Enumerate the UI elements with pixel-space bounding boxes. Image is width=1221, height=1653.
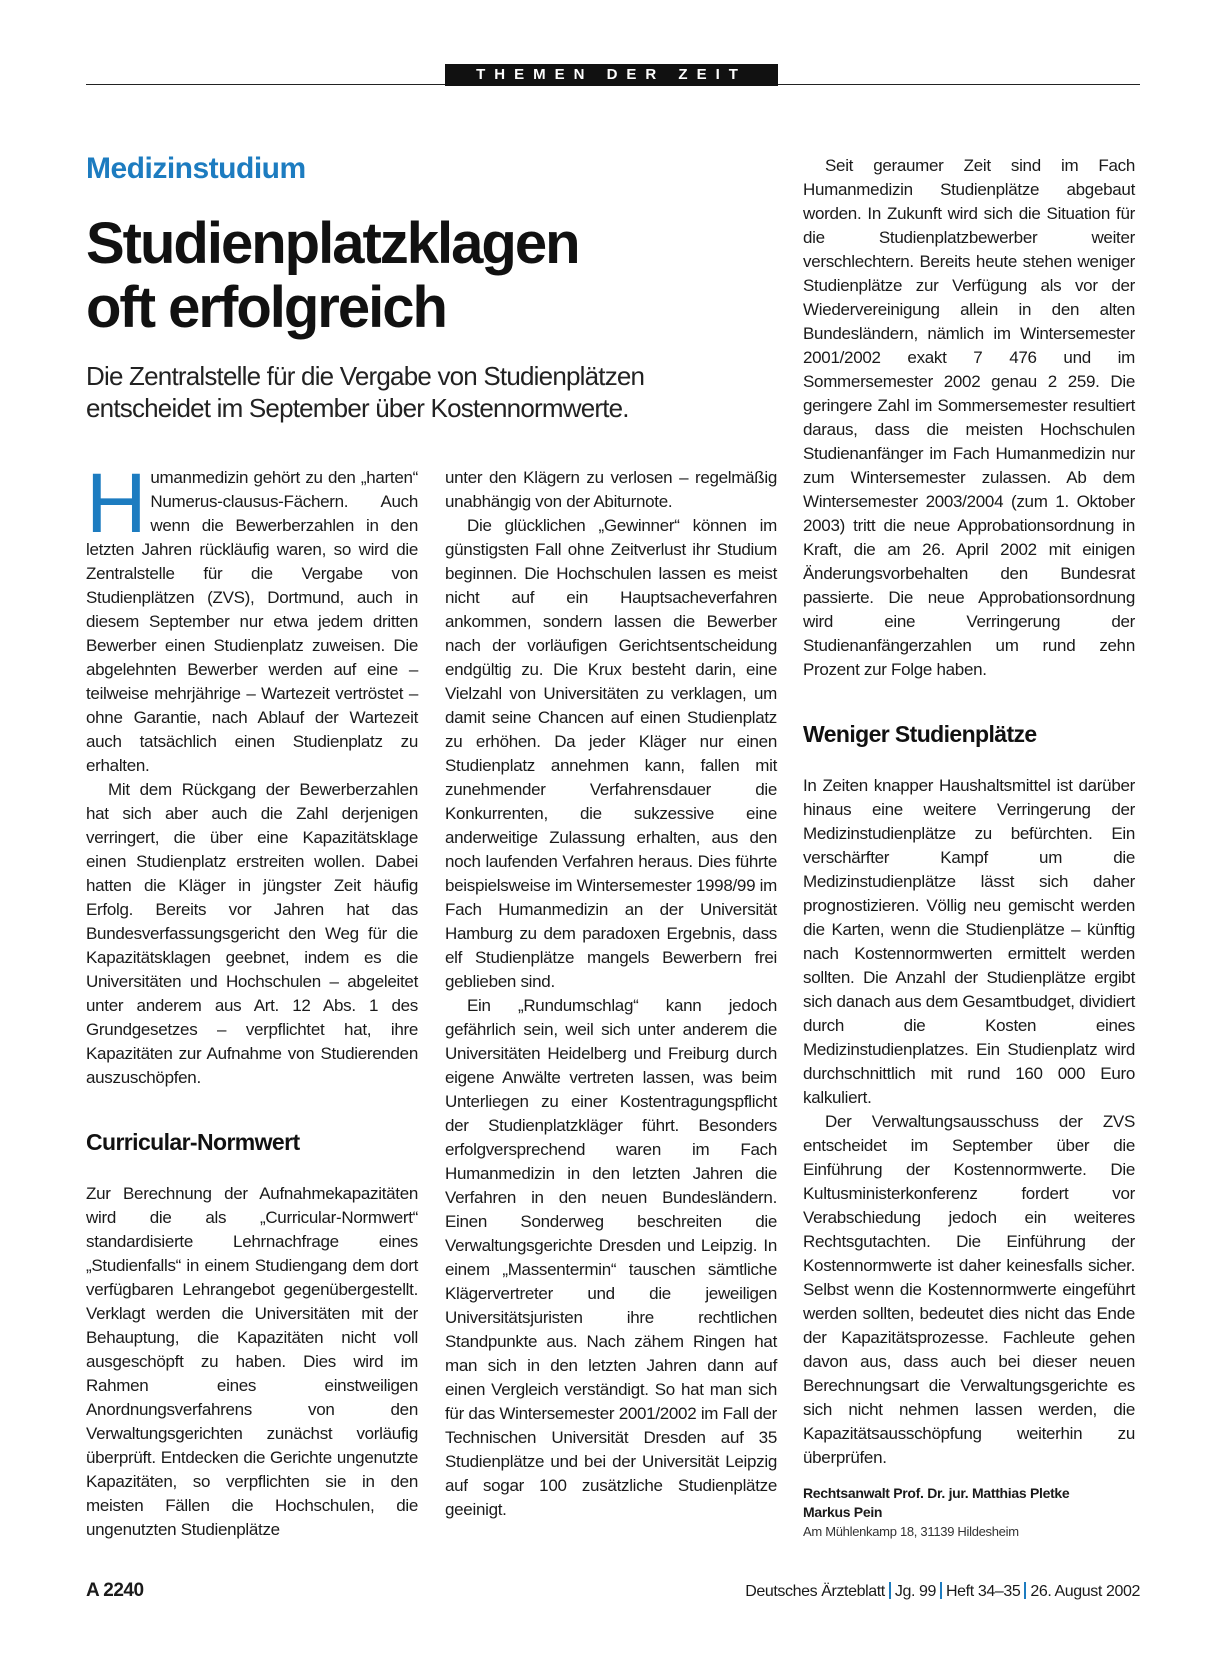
author-name: Rechtsanwalt Prof. Dr. jur. Matthias Pletke [803, 1485, 1070, 1501]
paragraph: Der Verwaltungsausschuss der ZVS entscheidet im September über die Einführung der Kostennormwerte. Die Kultusministerkonferenz fordert vor Verabschiedung jedoch ein weiteres Rechtsgutachten. Die Einführung der Kostennormwerte ist daher keinesfalls sicher. Selbst wenn die Kostennormwerte eingeführt werden sollten, bedeutet dies nicht das Ende der Kapazitätsprozesse. Fachleute gehen davon aus, dass auch bei dieser neuen Berechnungsart die Verwaltungsgerichte es sich nicht nehmen lassen werden, die Kapazitätsausschöpfung weiterhin zu überprüfen. [803, 1112, 1135, 1467]
paragraph: Seit geraumer Zeit sind im Fach Humanmedizin Studienplätze abgebaut worden. In Zukunft wird sich die Situation für die Studienplatzbewerber weiter verschlechtern. Bereits heute stehen weniger Studienplätze zur Verfügung als vor der Wiedervereinigung allein in den alten Bundesländern, nämlich im Wintersemester 2001/2002 exakt 7 476 und im Sommersemester 2002 genau 2 259. Die geringere Zahl im Sommersemester resultiert daraus, dass die meisten Hochschulen Studienanfänger im Fach Humanmedizin nur zum Wintersemester zulassen. Ab dem Wintersemester 2003/2004 (zum 1. Oktober 2003) tritt die neue Approbationsordnung in Kraft, die am 26. April 2002 mit einigen Änderungsvorbehalten den Bundesrat passierte. Die neue Approbationsordnung wird eine Verringerung der Studienanfängerzahlen um rund zehn Prozent zur Folge haben. [803, 156, 1135, 679]
section-heading: Weniger Studienplätze [803, 721, 1037, 747]
separator [1024, 1582, 1026, 1599]
date: 26. August 2002 [1030, 1583, 1140, 1600]
column-2 [445, 466, 777, 1522]
separator [940, 1582, 942, 1599]
paragraph: Zur Berechnung der Aufnahmekapazitäten wird die als „Curricular-Normwert“ standardisierte Lehrnachfrage eines „Studienfalls“ in einem Studiengang dem dort verfügbaren Lehrangebot gegenübergestellt. Verklagt werden die Universitäten mit der Behauptung, die Kapazitäten nicht voll ausgeschöpft zu haben. Dies wird im Rahmen eines einstweiligen Anordnungsverfahrens von den Verwaltungsgerichten zunächst vorläufig überprüft. Entdecken die Gerichte ungenutzte Kapazitäten, so verpflichten sie in den meisten Fällen die Hochschulen, die ungenutzten Studienplätze [86, 1184, 418, 1539]
issue: Heft 34–35 [946, 1583, 1021, 1600]
section-tag: THEMEN DER ZEIT [445, 64, 778, 86]
paragraph: Ein „Rundumschlag“ kann jedoch gefährlich sein, weil sich unter anderem die Universitäten Heidelberg und Freiburg durch eigene Anwälte vertreten lassen, was beim Unterliegen zu einer Kostentragungspflicht der Studienplatzkläger führt. Besonders erfolgversprechend waren im Fach Humanmedizin in den letzten Jahren die Verfahren in den neuen Bundesländern. Einen Sonderweg beschreiten die Verwaltungsgerichte Dresden und Leipzig. In einem „Massentermin“ tauschen sämtliche Klägervertreter und die jeweiligen Universitätsjuristen ihre rechtlichen Standpunkte aus. Nach zähem Ringen hat man sich in den letzten Jahren dann auf einen Vergleich verständigt. So hat man sich für das Wintersemester 2001/2002 im Fall der Technischen Universität Dresden auf 35 Studienplätze und bei der Universität Leipzig auf sogar 100 zusätzliche Studienplätze geeinigt. [445, 996, 777, 1519]
headline [86, 212, 766, 340]
volume: Jg. 99 [894, 1583, 937, 1600]
subhead: Die Zentralstelle für die Vergabe von Studienplätzen entscheidet im September über Kostennormwerte. [86, 361, 645, 423]
author-name: Markus Pein [803, 1504, 883, 1520]
column-1 [86, 456, 418, 1542]
column-3 [803, 154, 1135, 1541]
paragraph: In Zeiten knapper Haushaltsmittel ist darüber hinaus eine weitere Verringerung der Medizinstudienplätze zu befürchten. Ein verschärfter Kampf um die Medizinstudienplätze lässt sich daher prognostizieren. Völlig neu gemischt werden die Karten, wenn die Studienplätze – künftig nach Kostennormwerten ermittelt werden sollten. Die Anzahl der Studienplätze ergibt sich danach aus dem Gesamtbudget, dividiert durch die Kosten eines Medizinstudienplatzes. Ein Studienplatz wird durchschnittlich mit rund 160 000 Euro kalkuliert. [803, 776, 1136, 1107]
paragraph: Die glücklichen „Gewinner“ können im günstigsten Fall ohne Zeitverlust ihr Studium beginnen. Die Hochschulen lassen es meist nicht auf ein Hauptsacheverfahren ankommen, sondern lassen die Bewerber nach der vorläufigen Gerichtsentscheidung endgültig zu. Die Krux besteht darin, eine Vielzahl von Universitäten zu verklagen, um damit seine Chancen auf einen Studienplatz zu erhöhen. Da jeder Kläger nur einen Studienplatz annehmen kann, fallen mit zunehmender Verfahrensdauer die Konkurrenten, die sukzessive eine anderweitige Zulassung erhalten, aus den noch laufenden Verfahren heraus. Dies führte beispielsweise im Wintersemester 1998/99 im Fach Humanmedizin an der Universität Hamburg zu dem paradoxen Ergebnis, dass elf Studienplätze mangels Bewerbern frei geblieben sind. [445, 516, 777, 991]
headline-line-2: oft erfolgreich [86, 275, 446, 340]
author-address: Am Mühlenkamp 18, 31139 Hildesheim [803, 1524, 1019, 1539]
paragraph: Mit dem Rückgang der Bewerberzahlen hat sich aber auch die Zahl derjenigen verringert, die über eine Kapazitätsklage einen Studienplatz erstreiten wollen. Dabei hatten die Kläger in jüngster Zeit häufig Erfolg. Bereits vor Jahren hat das Bundesverfassungsgericht den Weg für die Kapazitätsklagen geebnet, indem es die Universitäten und Hochschulen – abgeleitet unter anderem aus Art. 12 Abs. 1 des Grundgesetzes – verpflichtet hat, ihre Kapazitäten zur Aufnahme von Studierenden auszuschöpfen. [86, 780, 418, 1087]
page-number: A 2240 [86, 1580, 144, 1601]
kicker: Medizinstudium [86, 152, 306, 185]
separator [889, 1582, 891, 1599]
paragraph: unter den Klägern zu verlosen – regelmäßig unabhängig von der Abiturnote. [445, 468, 777, 511]
section-heading: Curricular-Normwert [86, 1129, 300, 1155]
drop-cap: H [86, 456, 147, 550]
footer-citation [600, 1582, 1140, 1601]
author-block [803, 1484, 1135, 1541]
paragraph: Humanmedizin gehört zu den „harten“ Numerus-clausus-Fächern. Auch wenn die Bewerberzahlen in den letzten Jahren rückläufig waren, so wird die Zentralstelle für die Vergabe von Studienplätzen (ZVS), Dortmund, auch in diesem September nur etwa jedem dritten Bewerber einen Studienplatz zuweisen. Die abgelehnten Bewerber werden auf eine – teilweise mehrjährige – Wartezeit vertröstet – ohne Garantie, nach Ablauf der Wartezeit auch tatsächlich einen Studienplatz zu erhalten. [86, 456, 418, 775]
headline-line-1: Studienplatzklagen [86, 211, 579, 276]
journal-name: Deutsches Ärzteblatt [745, 1583, 885, 1600]
